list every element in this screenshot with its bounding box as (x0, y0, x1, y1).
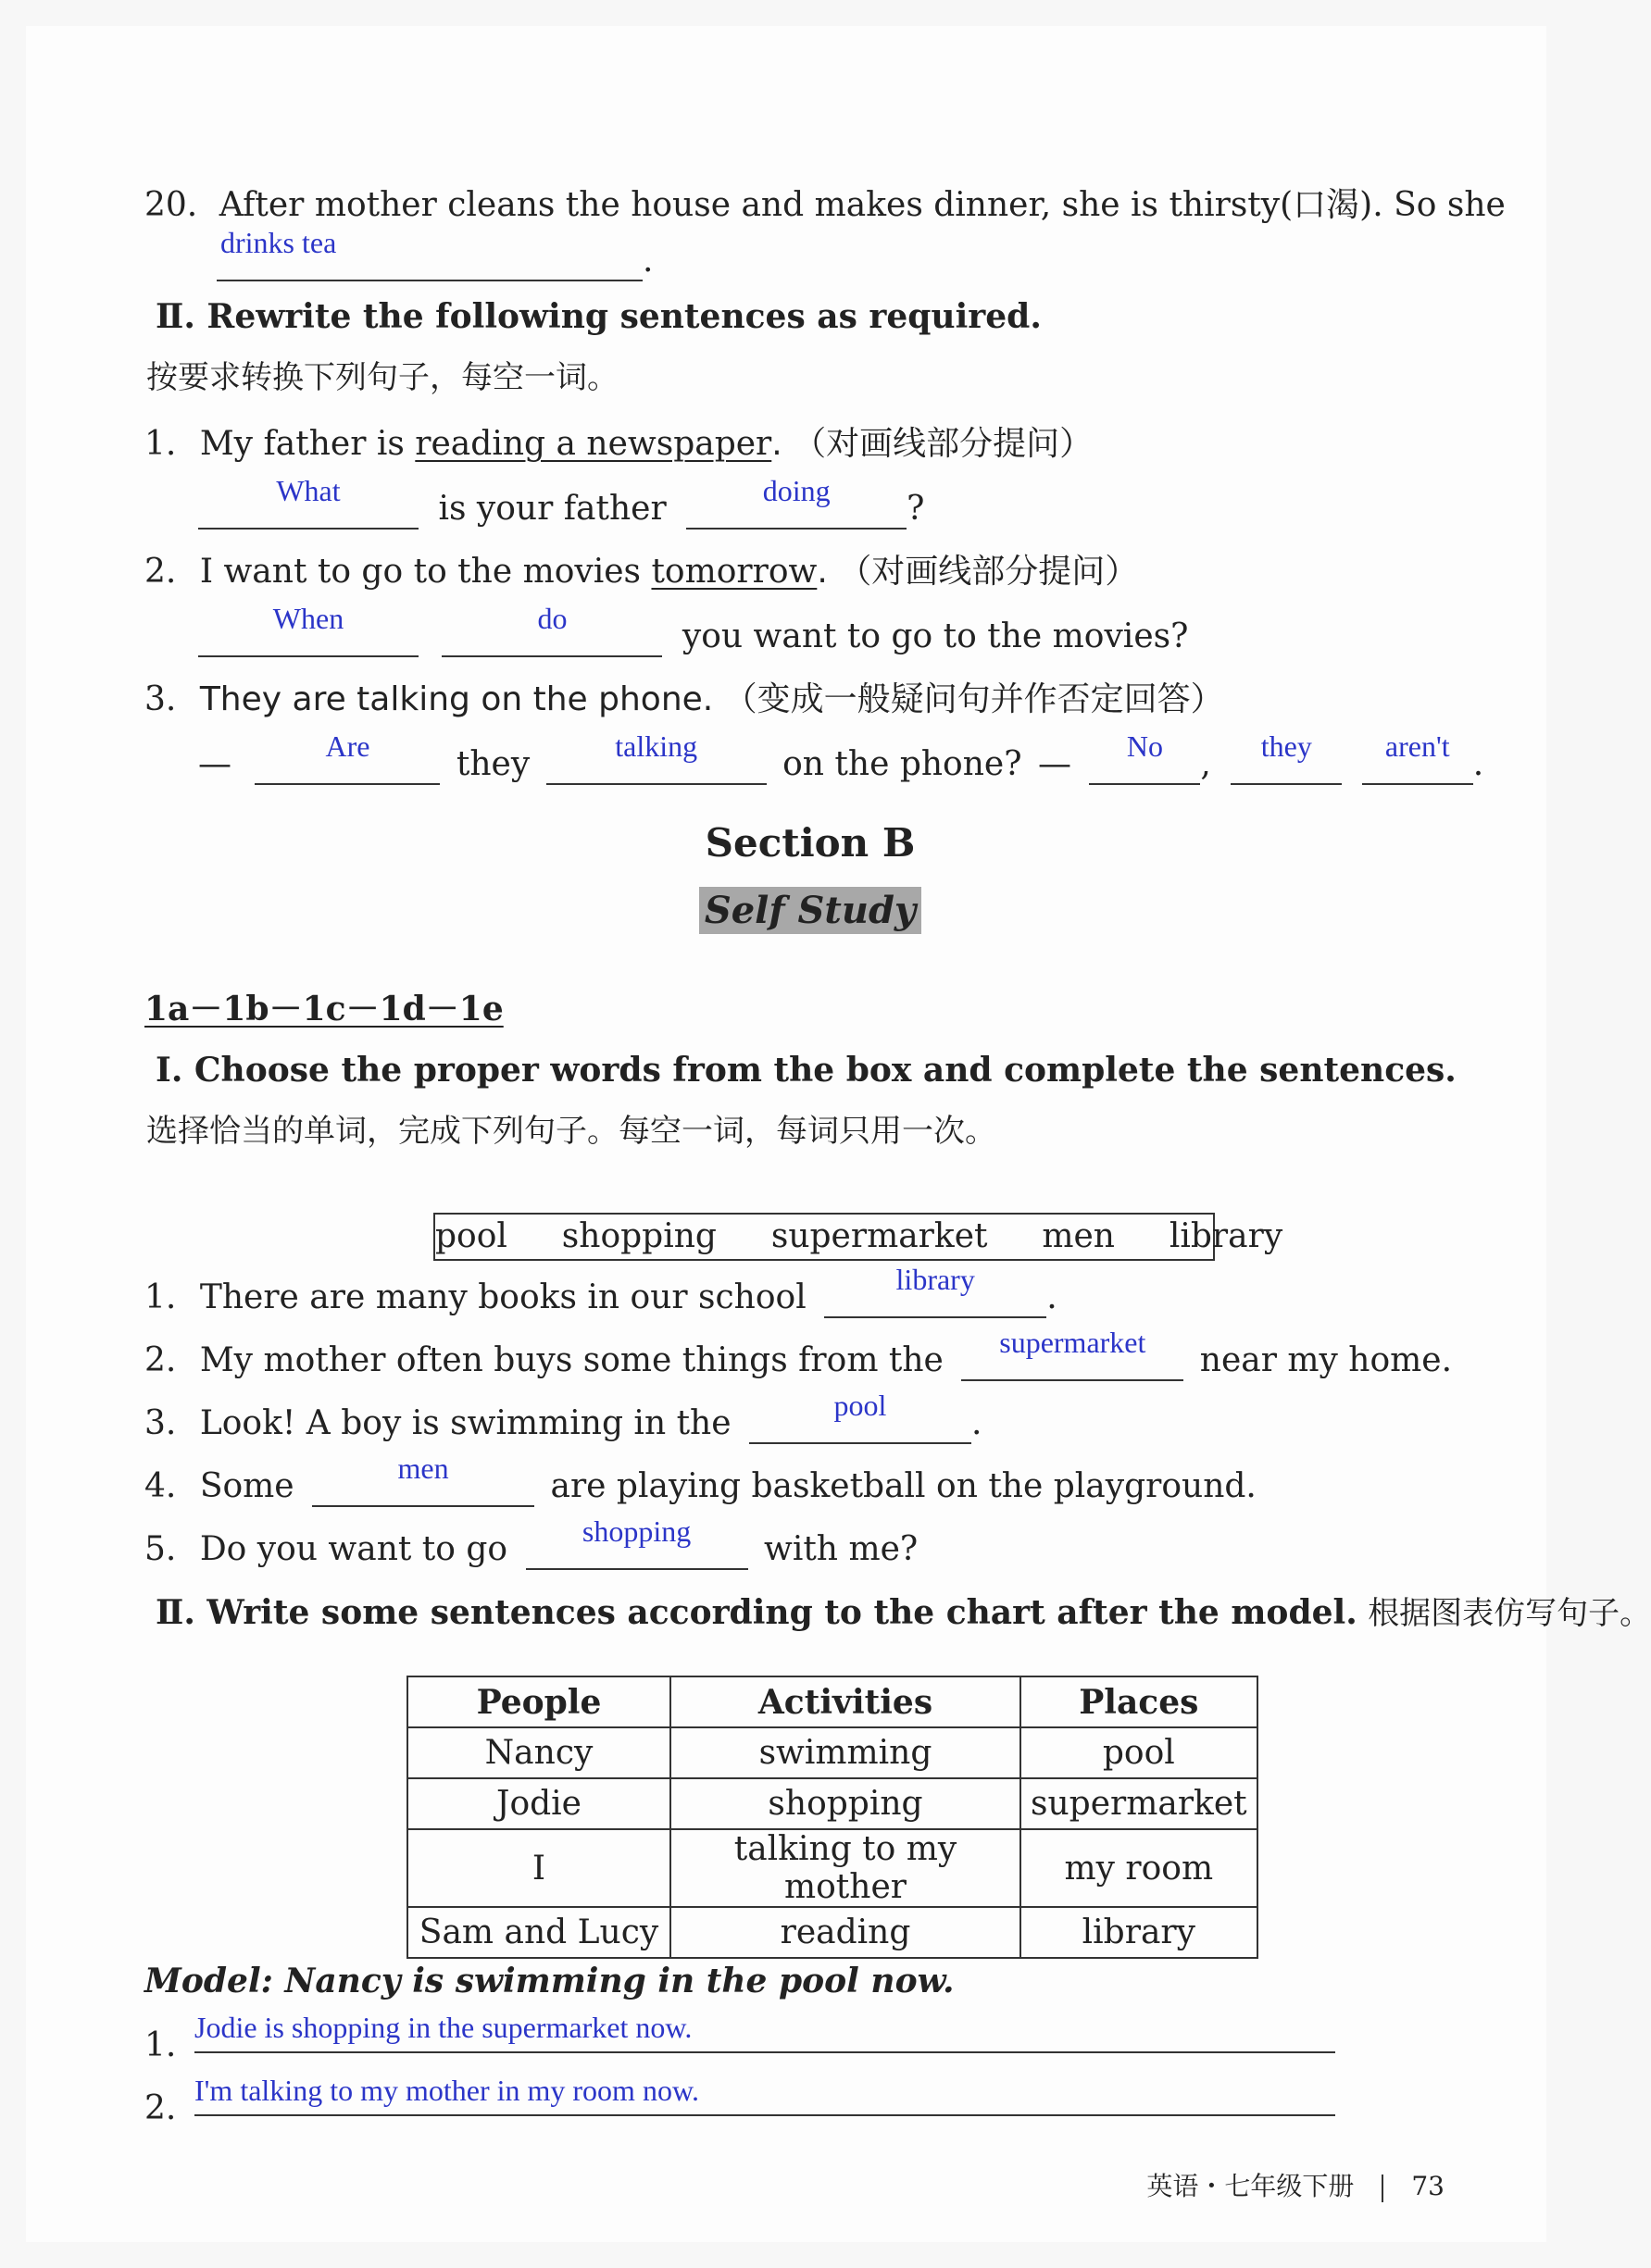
answer-text: No (1126, 729, 1163, 763)
item-text: Do you want to go (199, 1530, 508, 1568)
item-instruction: . （对画线部分提问） (817, 553, 1139, 591)
punct: ? (907, 490, 925, 528)
table-cell: Jodie (407, 1778, 670, 1829)
answer-text: What (276, 474, 341, 507)
answer-blank[interactable] (526, 1514, 748, 1570)
question-20 (144, 185, 1506, 226)
table-cell: Sam and Lucy (407, 1907, 670, 1958)
answer-text: shopping (582, 1514, 692, 1548)
q20-text: After mother cleans the house and makes dinner, she is thirsty(口渴). So she (219, 186, 1506, 224)
rewrite-item-3-answer (198, 729, 1484, 785)
rewrite-item-3 (144, 679, 1224, 720)
answer-text: talking (615, 729, 698, 763)
item-text: My mother often buys some things from the (199, 1341, 944, 1379)
write-heading: Ⅱ. Write some sentences according to the chart after the model. (156, 1593, 1357, 1632)
item-text: Some (199, 1467, 294, 1505)
answer-blank[interactable] (1362, 729, 1473, 785)
punct: . (970, 1404, 982, 1442)
answer-line[interactable] (194, 2112, 1335, 2116)
item-text: you want to go to the movies? (682, 617, 1189, 655)
item-text: They are talking on the phone. （变成一般疑问句并作否定回答） (199, 680, 1224, 718)
punct: . (1046, 1278, 1057, 1316)
word-box: pool shopping supermarket men library (433, 1213, 1215, 1261)
answer-blank[interactable] (1089, 729, 1200, 785)
section-subtitle-wrap (26, 887, 1595, 934)
answer-text: aren't (1384, 729, 1450, 763)
write-answer-1-text: Jodie is shopping in the supermarket now. (194, 2011, 693, 2044)
dash: — (1037, 745, 1071, 783)
underlined-phrase: reading a newspaper (415, 425, 772, 463)
table-cell: swimming (670, 1727, 1020, 1778)
item-text: near my home. (1199, 1341, 1453, 1379)
q20-answer: drinks tea (220, 226, 337, 259)
rewrite-item-1-answer (198, 474, 925, 530)
header-places: Places (1020, 1676, 1257, 1727)
answer-text: library (895, 1263, 975, 1296)
answer-text: doing (762, 474, 831, 507)
table-cell: talking to my mother (670, 1829, 1020, 1907)
item-number: 1. (144, 1278, 177, 1316)
table-row (407, 1778, 1257, 1829)
answer-blank[interactable] (686, 474, 907, 530)
item-text: is your father (438, 490, 667, 528)
choose-item-4 (144, 1452, 1257, 1507)
table-cell: pool (1020, 1727, 1257, 1778)
write-heading-row (156, 1592, 1651, 1634)
page-footer (1146, 2166, 1445, 2203)
table-cell: supermarket (1020, 1778, 1257, 1829)
item-text: Look! A boy is swimming in the (199, 1404, 732, 1442)
section-title: Section B (705, 820, 916, 866)
answer-blank[interactable] (749, 1389, 971, 1444)
write-answer-2 (144, 2088, 176, 2129)
item-number: 2. (144, 553, 177, 591)
table-header-row (407, 1676, 1257, 1727)
worksheet-page (26, 26, 1651, 2242)
write-heading-zh: 根据图表仿写句子。 (1368, 1595, 1651, 1632)
table-cell: Nancy (407, 1727, 670, 1778)
answer-blank[interactable] (198, 602, 419, 657)
answer-blank[interactable] (961, 1326, 1183, 1381)
table-cell: I (407, 1829, 670, 1907)
table-cell: shopping (670, 1778, 1020, 1829)
item-text: There are many books in our school (199, 1278, 807, 1316)
choose-item-5 (144, 1514, 919, 1570)
book-title: 英语・七年级下册 (1146, 2171, 1355, 2201)
answer-text: When (272, 602, 344, 635)
sub-heading: 1a－1b－1c－1d－1e (144, 990, 504, 1028)
choose-item-2 (144, 1326, 1453, 1381)
item-instruction: . （对画线部分提问） (771, 425, 1094, 463)
item-number: 2. (144, 1341, 177, 1379)
rewrite-item-2 (144, 552, 1138, 592)
answer-text: Are (325, 729, 370, 763)
model-sentence: Model: Nancy is swimming in the pool now. (144, 1962, 955, 2000)
item-number: 5. (144, 1530, 177, 1568)
page-number: 73 (1411, 2171, 1445, 2201)
activities-table (406, 1676, 1258, 1959)
q20-blank[interactable] (217, 226, 643, 281)
item-number: 1. (144, 2026, 177, 2064)
dash: — (198, 745, 231, 783)
rewrite-item-1 (144, 424, 1093, 465)
item-number: 2. (144, 2089, 177, 2127)
choose-instruction: 选择恰当的单词，完成下列句子。每空一词，每词只用一次。 (146, 1113, 996, 1150)
punct: . (1472, 745, 1484, 783)
item-text: My father is (199, 425, 416, 463)
item-text: with me? (764, 1530, 919, 1568)
choose-heading: Ⅰ. Choose the proper words from the box and complete the sentences. (156, 1051, 1457, 1090)
table-cell: library (1020, 1907, 1257, 1958)
answer-blank[interactable] (546, 729, 767, 785)
punct: , (1200, 745, 1211, 783)
rewrite-instruction: 按要求转换下列句子，每空一词。 (146, 359, 619, 396)
answer-blank[interactable] (255, 729, 440, 785)
item-text: I want to go to the movies (199, 553, 652, 591)
table-row (407, 1727, 1257, 1778)
answer-text: supermarket (999, 1326, 1146, 1359)
write-answer-1 (144, 2025, 176, 2066)
q20-answer-line (217, 226, 654, 281)
answer-text: they (1260, 729, 1312, 763)
item-number: 3. (144, 680, 177, 718)
answer-text: men (397, 1452, 449, 1485)
answer-text: pool (833, 1389, 887, 1422)
section-subtitle: Self Study (699, 887, 921, 934)
answer-blank[interactable] (1231, 729, 1342, 785)
header-activities: Activities (670, 1676, 1020, 1727)
item-number: 4. (144, 1467, 177, 1505)
answer-line[interactable] (194, 2050, 1335, 2053)
table-cell: my room (1020, 1829, 1257, 1907)
q20-number: 20. (144, 186, 198, 224)
header-people: People (407, 1676, 670, 1727)
choose-item-1 (144, 1263, 1057, 1318)
answer-blank[interactable] (824, 1263, 1046, 1318)
rewrite-item-2-answer (198, 602, 1189, 657)
item-text: they (456, 745, 531, 783)
rewrite-heading: Ⅱ. Rewrite the following sentences as required. (156, 297, 1042, 336)
underlined-phrase: tomorrow (651, 553, 818, 591)
footer-divider (1382, 2175, 1383, 2202)
answer-blank[interactable] (198, 474, 419, 530)
answer-text: do (537, 602, 568, 635)
table-cell: reading (670, 1907, 1020, 1958)
answer-blank[interactable] (442, 602, 662, 657)
item-text: are playing basketball on the playground. (550, 1467, 1257, 1505)
item-number: 1. (144, 425, 177, 463)
table-row (407, 1829, 1257, 1907)
item-number: 3. (144, 1404, 177, 1442)
answer-blank[interactable] (312, 1452, 534, 1507)
table-row (407, 1907, 1257, 1958)
item-text: on the phone? (782, 745, 1022, 783)
q20-period: . (643, 242, 654, 280)
write-answer-2-text: I'm talking to my mother in my room now. (194, 2074, 699, 2107)
choose-item-3 (144, 1389, 982, 1444)
